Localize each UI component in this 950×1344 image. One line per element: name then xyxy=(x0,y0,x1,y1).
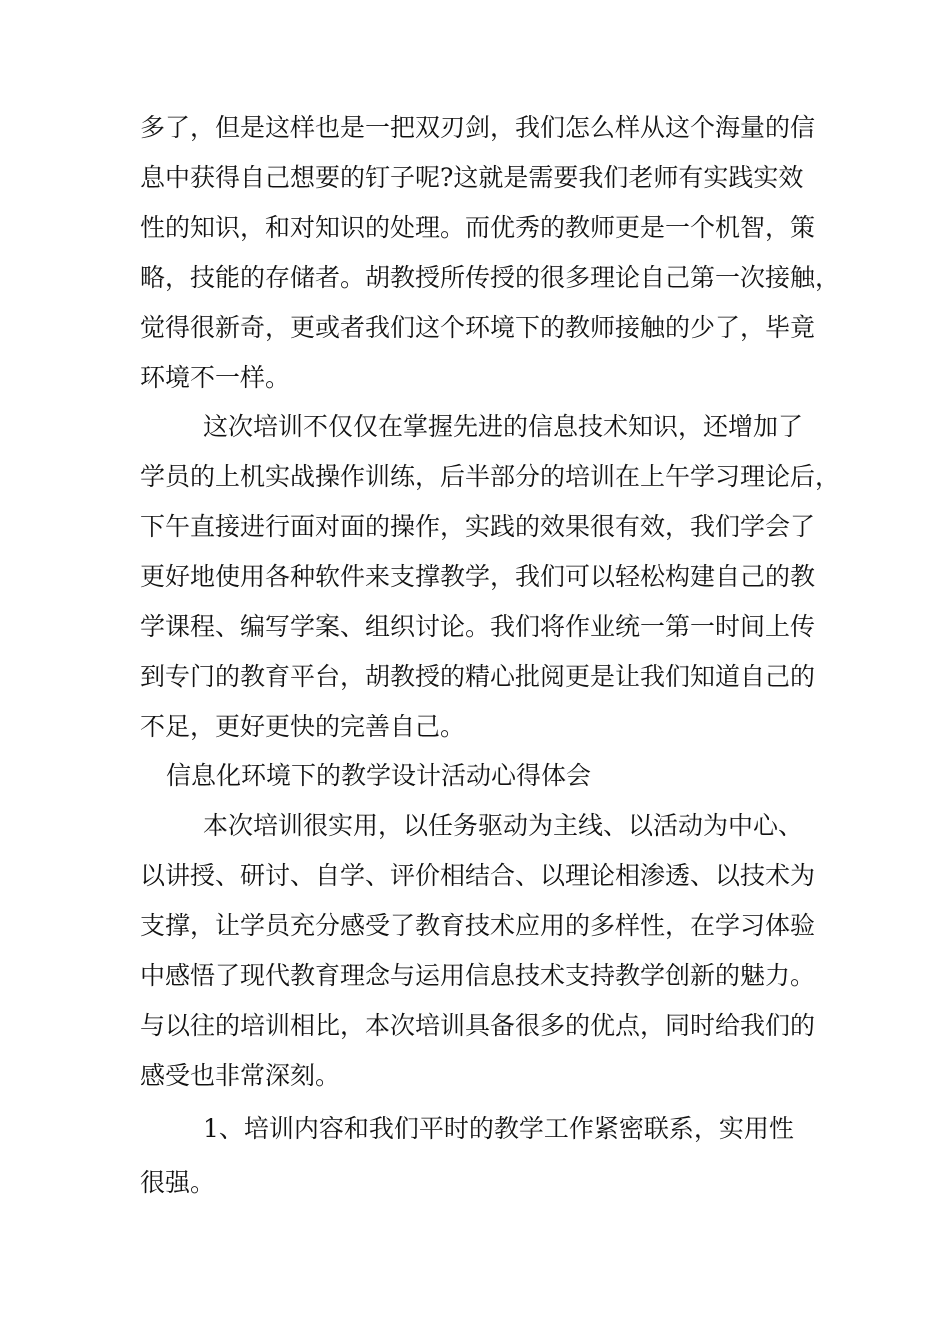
text-line: 息中获得自己想要的钉子呢?这就是需要我们老师有实践实效 xyxy=(140,163,804,192)
text-line: 多了，但是这样也是一把双刃剑，我们怎么样从这个海量的信 xyxy=(140,113,816,142)
list-item-first-line: 1、培训内容和我们平时的教学工作紧密联系，实用性 xyxy=(203,1114,794,1143)
text-line: 以讲授、研讨、自学、评价相结合、以理论相渗透、以技术为 xyxy=(140,861,816,890)
text-line: 觉得很新奇，更或者我们这个环境下的教师接触的少了，毕竟 xyxy=(140,313,816,342)
text-line: 与以往的培训相比，本次培训具备很多的优点，同时给我们的 xyxy=(140,1011,816,1040)
paragraph-first-line: 本次培训很实用，以任务驱动为主线、以活动为中心、 xyxy=(203,811,804,840)
text-line: 不足，更好更快的完善自己。 xyxy=(140,712,466,741)
paragraph-first-line: 这次培训不仅仅在掌握先进的信息技术知识，还增加了 xyxy=(203,412,804,441)
text-line: 支撑，让学员充分感受了教育技术应用的多样性，在学习体验 xyxy=(140,911,816,940)
text-line: 感受也非常深刻。 xyxy=(140,1061,341,1090)
text-line: 略，技能的存储者。胡教授所传授的很多理论自己第一次接触， xyxy=(140,263,841,292)
text-line: 下午直接进行面对面的操作，实践的效果很有效，我们学会了 xyxy=(140,512,816,541)
text-line: 性的知识，和对知识的处理。而优秀的教师更是一个机智，策 xyxy=(140,213,816,242)
text-line: 环境不一样。 xyxy=(140,363,291,392)
text-line: 到专门的教育平台，胡教授的精心批阅更是让我们知道自己的 xyxy=(140,662,816,691)
text-line: 中感悟了现代教育理念与运用信息技术支持教学创新的魅力。 xyxy=(140,961,816,990)
section-heading: 信息化环境下的教学设计活动心得体会 xyxy=(166,761,592,790)
text-line: 学员的上机实战操作训练，后半部分的培训在上午学习理论后， xyxy=(140,462,841,491)
text-line: 学课程、编写学案、组织讨论。我们将作业统一第一时间上传 xyxy=(140,612,816,641)
text-line: 很强。 xyxy=(140,1168,216,1197)
text-line: 更好地使用各种软件来支撑教学，我们可以轻松构建自己的教 xyxy=(140,562,816,591)
